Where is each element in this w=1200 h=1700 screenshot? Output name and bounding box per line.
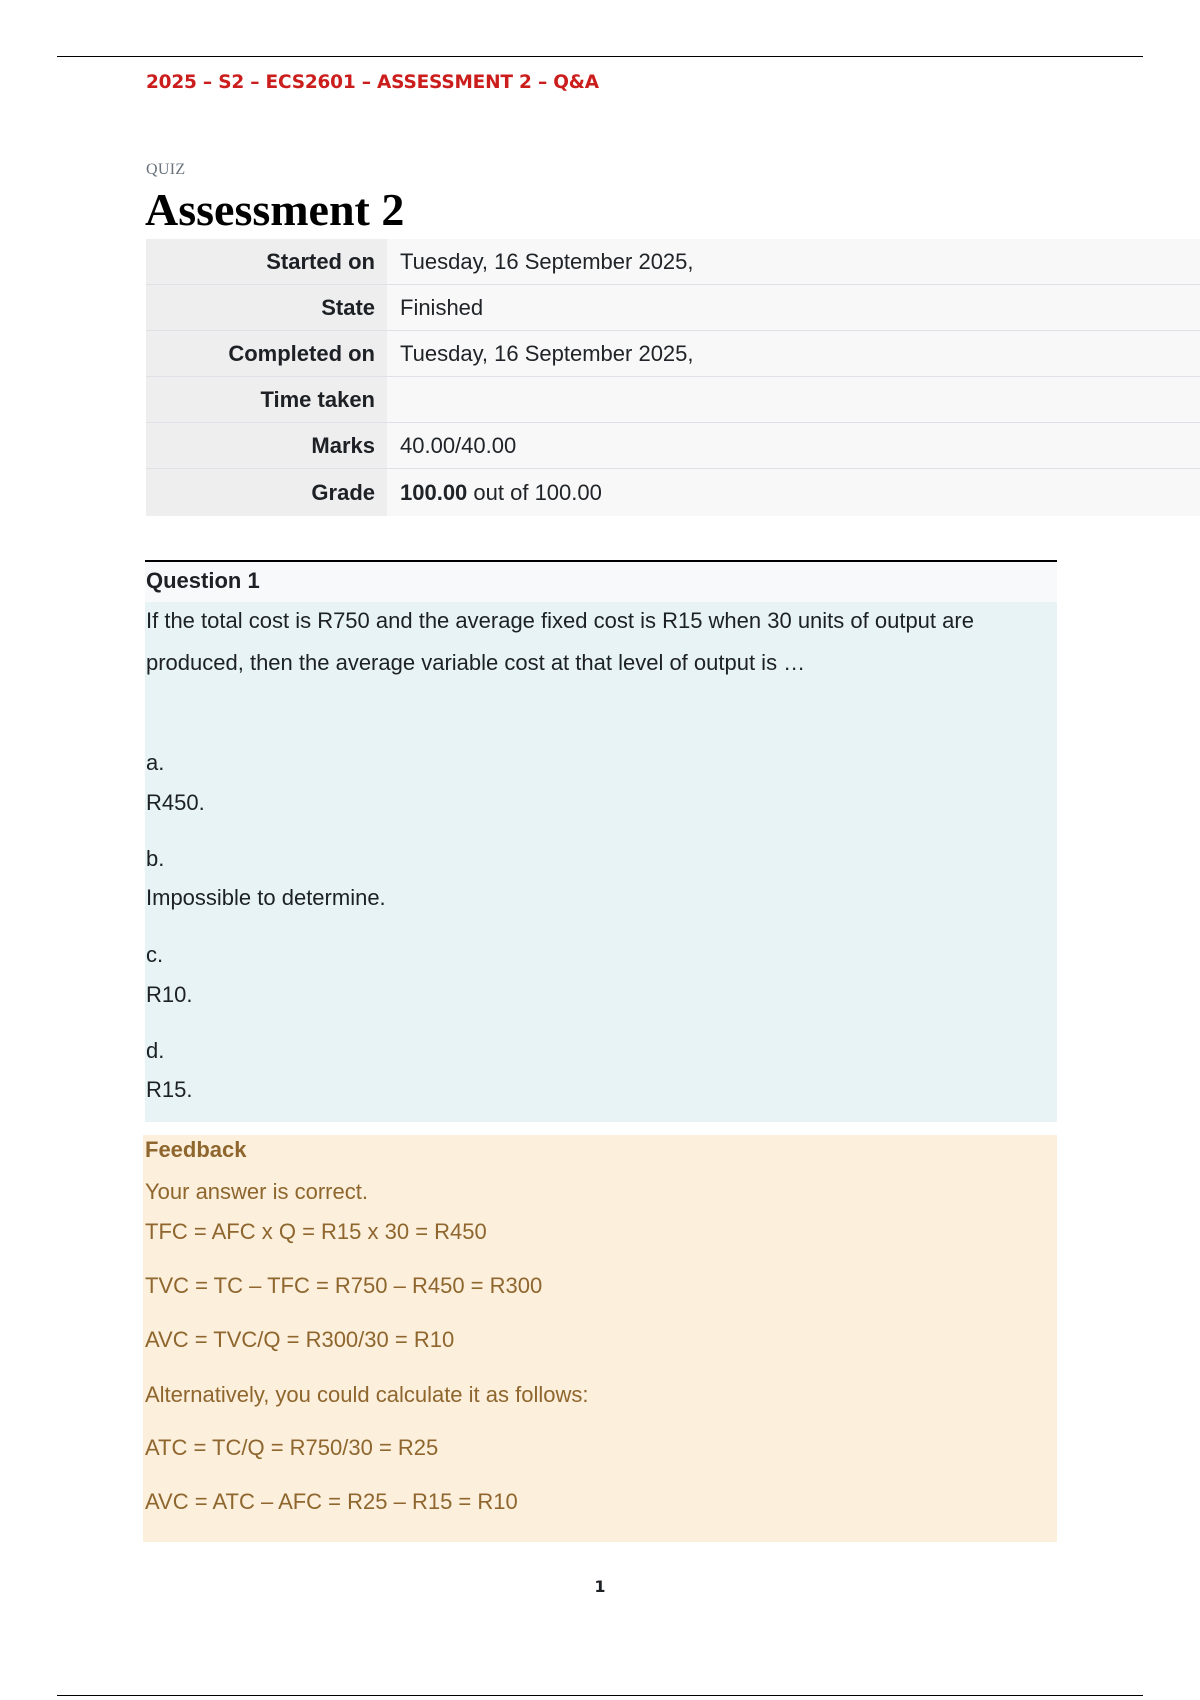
page-title: Assessment 2 <box>145 184 405 235</box>
summary-label: Completed on <box>146 331 387 377</box>
option-text-a[interactable]: R450. <box>146 790 205 815</box>
feedback-line: Your answer is correct. <box>145 1179 368 1204</box>
grade-out-of: out of 100.00 <box>467 479 602 505</box>
option-letter-d: d. <box>146 1038 165 1063</box>
grade-score: 100.00 <box>400 479 468 505</box>
summary-label: Time taken <box>146 377 387 423</box>
top-rule <box>57 56 1143 57</box>
question-text: If the total cost is R750 and the average fixed cost is R15 when 30 units of output are produced, then the average variable cost at that level of output is … <box>146 608 974 675</box>
question-header <box>145 562 1057 602</box>
summary-value: Tuesday, 16 September 2025, <box>387 331 1200 377</box>
summary-value: 40.00/40.00 <box>387 423 1200 469</box>
question-number: Question 1 <box>146 568 260 593</box>
summary-row-marks <box>146 423 1200 469</box>
summary-label: Marks <box>146 423 387 469</box>
summary-row-completed <box>146 331 1200 377</box>
question-card <box>145 560 1057 1122</box>
document-header: 2025 – S2 – ECS2601 – ASSESSMENT 2 – Q&A <box>146 72 599 93</box>
summary-row-time-taken <box>146 377 1200 423</box>
summary-label: Grade <box>146 469 387 517</box>
option-text-c[interactable]: R10. <box>146 982 193 1007</box>
feedback-line: ATC = TC/Q = R750/30 = R25 <box>145 1435 439 1460</box>
summary-row-grade <box>146 469 1200 517</box>
feedback-line: AVC = ATC – AFC = R25 – R15 = R10 <box>145 1489 518 1514</box>
feedback-title: Feedback <box>145 1137 247 1162</box>
option-letter-b: b. <box>146 846 165 871</box>
summary-value: Tuesday, 16 September 2025, <box>387 239 1200 285</box>
page-number: 1 <box>594 1577 606 1596</box>
feedback-panel <box>143 1135 1057 1542</box>
option-letter-a: a. <box>146 750 165 775</box>
option-text-d[interactable]: R15. <box>146 1077 193 1102</box>
summary-value: Finished <box>387 285 1200 331</box>
attempt-summary-table <box>146 239 1200 516</box>
summary-value <box>387 377 1200 423</box>
feedback-line: TFC = AFC x Q = R15 x 30 = R450 <box>145 1219 487 1244</box>
feedback-line: TVC = TC – TFC = R750 – R450 = R300 <box>145 1273 543 1298</box>
summary-label: Started on <box>146 239 387 285</box>
bottom-rule <box>57 1695 1143 1696</box>
summary-value <box>387 469 1200 517</box>
feedback-line: AVC = TVC/Q = R300/30 = R10 <box>145 1327 455 1352</box>
summary-row-started <box>146 239 1200 285</box>
feedback-line: Alternatively, you could calculate it as follows: <box>145 1382 589 1407</box>
summary-row-state <box>146 285 1200 331</box>
summary-label: State <box>146 285 387 331</box>
option-text-b[interactable]: Impossible to determine. <box>146 885 386 910</box>
quiz-label: QUIZ <box>146 161 186 178</box>
option-letter-c: c. <box>146 942 164 967</box>
